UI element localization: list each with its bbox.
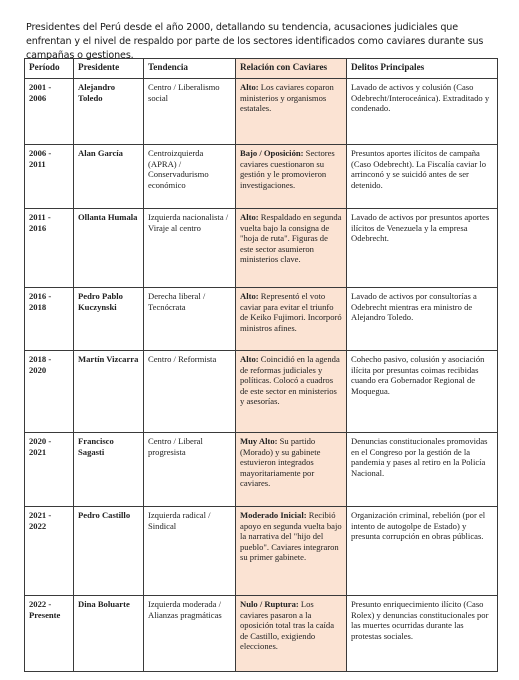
table-row bbox=[25, 351, 498, 433]
crimes-cell: Presuntos aportes ilícitos de campaña (Caso Odebrecht). La Fiscalía caviar lo arrinconó y se suicidó antes de ser detenido. bbox=[347, 145, 498, 209]
crimes-cell: Denuncias constitucionales promovidas en el Congreso por la gestión de la pandemia y pases al retiro en la Policía Nacional. bbox=[347, 433, 498, 507]
tendency-cell: Centroizquierda (APRA) / Conservadurismo económico bbox=[144, 145, 236, 209]
tendency-cell: Centro / Liberalismo social bbox=[144, 79, 236, 145]
relation-cell bbox=[236, 351, 347, 433]
relation-label: Moderado Inicial: bbox=[240, 510, 307, 520]
crimes-cell: Presunto enriquecimiento ilícito (Caso Rolex) y denuncias constitucionales por las muertes ocurridas durante las protestas sociales. bbox=[347, 596, 498, 672]
period-cell: 2021 - 2022 bbox=[25, 507, 74, 596]
intro-paragraph: Presidentes del Perú desde el año 2000, detallando su tendencia, acusaciones judiciales que enfrentan y el nivel de respaldo por parte de los sectores identificados como caviares durante sus campañas o gestiones. bbox=[26, 22, 484, 61]
relation-text: Coincidió en la agenda de reformas judiciales y políticas. Colocó a cuadros de este sector en ministerios y asesorías. bbox=[240, 354, 340, 407]
president-cell: Dina Boluarte bbox=[74, 596, 144, 672]
relation-cell bbox=[236, 507, 347, 596]
tendency-cell: Centro / Reformista bbox=[144, 351, 236, 433]
relation-text: Respaldado en segunda vuelta bajo la consigna de "hoja de ruta". Figuras de este sector asumieron ministerios clave. bbox=[240, 212, 342, 265]
presidents-table bbox=[24, 58, 498, 672]
relation-text: Su partido (Morado) y su gabinete estuvieron integrados mayoritariamente por caviares. bbox=[240, 436, 321, 489]
crimes-cell: Lavado de activos y colusión (Caso Odebrecht/Interoceánica). Extraditado y condenado. bbox=[347, 79, 498, 145]
tendency-cell: Izquierda moderada / Alianzas pragmáticas bbox=[144, 596, 236, 672]
header-crimes: Delitos Principales bbox=[347, 59, 498, 79]
table-row bbox=[25, 209, 498, 288]
relation-text: Los caviares pasaron a la oposición total tras la caída de Castillo, exigiendo elecciones. bbox=[240, 599, 335, 652]
relation-cell bbox=[236, 209, 347, 288]
period-cell: 2016 - 2018 bbox=[25, 288, 74, 351]
table-row bbox=[25, 596, 498, 672]
president-cell: Pedro Castillo bbox=[74, 507, 144, 596]
president-cell: Alejandro Toledo bbox=[74, 79, 144, 145]
relation-text: Representó el voto caviar para evitar el triunfo de Keiko Fujimori. Incorporó ministros afines. bbox=[240, 291, 342, 333]
period-cell: 2011 - 2016 bbox=[25, 209, 74, 288]
relation-label: Bajo / Oposición: bbox=[240, 148, 304, 158]
relation-cell bbox=[236, 596, 347, 672]
crimes-cell: Lavado de activos por presuntos aportes ilícitos de Venezuela y la empresa Odebrecht. bbox=[347, 209, 498, 288]
relation-label: Alto: bbox=[240, 291, 259, 301]
crimes-cell: Organización criminal, rebelión (por el intento de autogolpe de Estado) y presunta corrupción en obras públicas. bbox=[347, 507, 498, 596]
relation-label: Alto: bbox=[240, 354, 259, 364]
relation-cell bbox=[236, 79, 347, 145]
tendency-cell: Centro / Liberal progresista bbox=[144, 433, 236, 507]
relation-label: Alto: bbox=[240, 82, 259, 92]
president-cell: Martín Vizcarra bbox=[74, 351, 144, 433]
period-cell: 2018 - 2020 bbox=[25, 351, 74, 433]
table-row bbox=[25, 79, 498, 145]
relation-label: Alto: bbox=[240, 212, 259, 222]
table-row bbox=[25, 145, 498, 209]
table-row bbox=[25, 288, 498, 351]
relation-label: Nulo / Ruptura: bbox=[240, 599, 299, 609]
period-cell: 2020 - 2021 bbox=[25, 433, 74, 507]
president-cell: Pedro Pablo Kuczynski bbox=[74, 288, 144, 351]
tendency-cell: Izquierda radical / Sindical bbox=[144, 507, 236, 596]
relation-label: Muy Alto: bbox=[240, 436, 278, 446]
relation-cell bbox=[236, 288, 347, 351]
header-period: Período bbox=[25, 59, 74, 79]
table-row bbox=[25, 507, 498, 596]
table-header-row bbox=[25, 59, 498, 79]
header-relation: Relación con Caviares bbox=[236, 59, 347, 79]
president-cell: Ollanta Humala bbox=[74, 209, 144, 288]
header-tendency: Tendencia bbox=[144, 59, 236, 79]
president-cell: Francisco Sagasti bbox=[74, 433, 144, 507]
crimes-cell: Cohecho pasivo, colusión y asociación ilícita por presuntas coimas recibidas cuando era Gobernador Regional de Moquegua. bbox=[347, 351, 498, 433]
period-cell: 2006 - 2011 bbox=[25, 145, 74, 209]
relation-text: Sectores caviares cuestionaron su gestión y le promovieron investigaciones. bbox=[240, 148, 335, 190]
tendency-cell: Izquierda nacionalista / Viraje al centro bbox=[144, 209, 236, 288]
header-president: Presidente bbox=[74, 59, 144, 79]
relation-text: Recibió apoyo en segunda vuelta bajo la narrativa del "hijo del pueblo". Caviares integraron su primer gabinete. bbox=[240, 510, 342, 563]
period-cell: 2022 - Presente bbox=[25, 596, 74, 672]
period-cell: 2001 - 2006 bbox=[25, 79, 74, 145]
relation-text: Los caviares coparon ministerios y organismos estatales. bbox=[240, 82, 334, 114]
president-cell: Alan García bbox=[74, 145, 144, 209]
crimes-cell: Lavado de activos por consultorías a Odebrecht mientras era ministro de Alejandro Toledo. bbox=[347, 288, 498, 351]
relation-cell bbox=[236, 145, 347, 209]
relation-cell bbox=[236, 433, 347, 507]
table-row bbox=[25, 433, 498, 507]
tendency-cell: Derecha liberal / Tecnócrata bbox=[144, 288, 236, 351]
